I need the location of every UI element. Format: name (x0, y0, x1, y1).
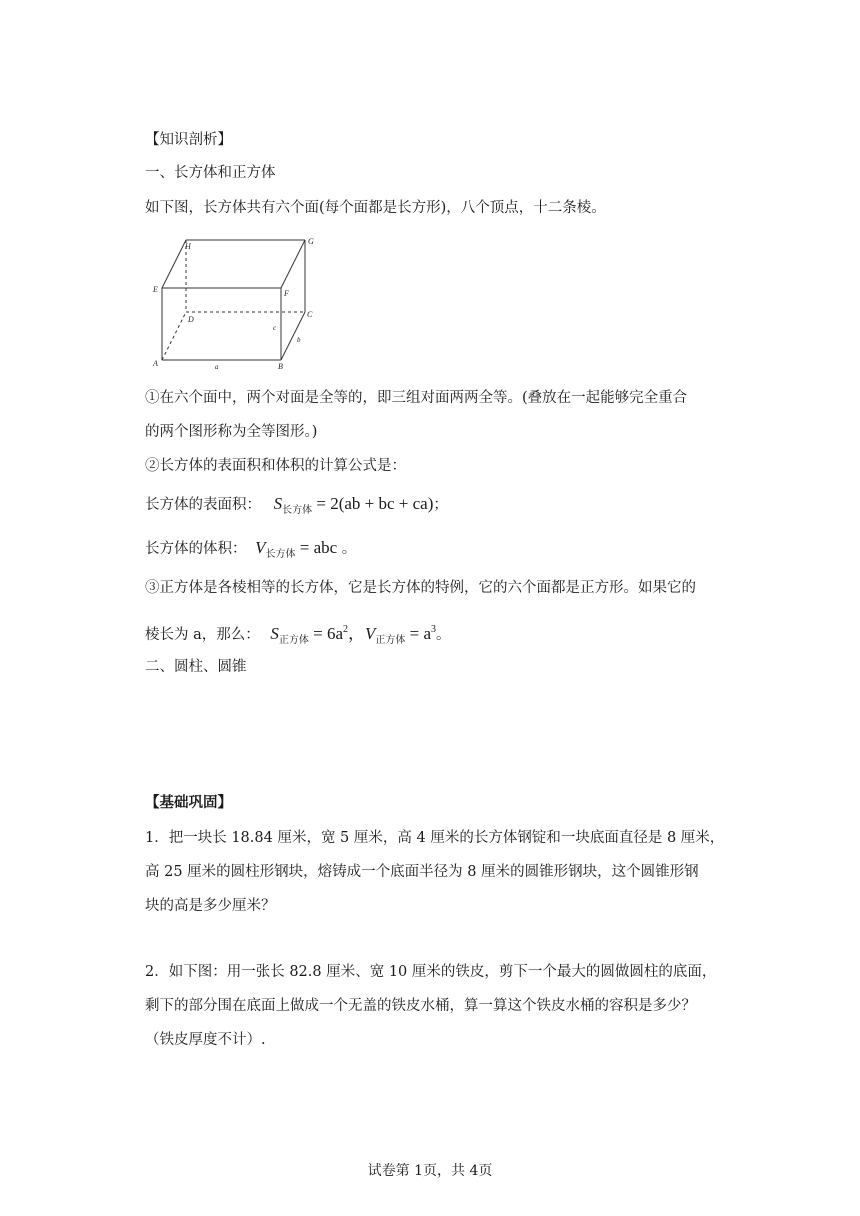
question2-line3: （铁皮厚度不计）. (145, 1032, 266, 1048)
volume-formula: $V_{长方体}$ = abc (255, 538, 338, 560)
edge-label-b: b (297, 336, 301, 344)
cube-formula-row: 棱长为 a，那么： $S_{正方体} = 6a^2$，$V_{正方体} = a^3$。 (145, 624, 451, 646)
point1-line2: 的两个图形称为全等图形。) (145, 424, 318, 440)
vertex-label-D: D (188, 315, 194, 324)
point2-text: ②长方体的表面积和体积的计算公式是： (145, 458, 406, 474)
edge-label-a: a (215, 363, 219, 371)
vertex-label-A: A (153, 359, 158, 368)
part1-title: 一、长方体和正方体 (145, 165, 276, 181)
surface-area-formula: $S_{长方体} = 2(ab$ + bc + ca) (273, 494, 434, 516)
question1-line2: 高 25 厘米的圆柱形钢块，熔铸成一个底面半径为 8 厘米的圆锥形钢块，这个圆锥形钢 (145, 864, 699, 880)
question1-line3: 块的高是多少厘米？ (145, 898, 276, 914)
cube-prefix: 棱长为 a，那么： (145, 627, 260, 643)
page-footer: 试卷第 1页，共 4页 (367, 1163, 493, 1179)
point1-line1: ①在六个面中，两个对面是全等的，即三组对面两两全等。(叠放在一起能够完全重合 (145, 390, 688, 406)
cuboid-intro: 如下图，长方体共有六个面(每个面都是长方形)，八个顶点，十二条棱。 (145, 200, 606, 216)
volume-label: 长方体的体积： (145, 541, 247, 557)
vertex-label-B: B (278, 362, 283, 371)
vertex-label-G: G (308, 237, 314, 246)
cube-formula: $S_{正方体} = 6a^2$，$V_{正方体} = a^3$ (270, 624, 437, 646)
vertex-label-H: H (185, 242, 191, 251)
volume-row: 长方体的体积： $V_{长方体}$ = abc 。 (145, 538, 357, 560)
point3-line1: ③正方体是各棱相等的长方体，它是长方体的特例，它的六个面都是正方形。如果它的 (145, 580, 696, 596)
section-heading-knowledge: 【知识剖析】 (145, 132, 232, 148)
question2-line2: 剩下的部分围在底面上做成一个无盖的铁皮水桶，算一算这个铁皮水桶的容积是多少？ (145, 998, 696, 1014)
surface-area-row: 长方体的表面积： $S_{长方体} = 2(ab$ + bc + ca)； (145, 494, 448, 516)
question2-line1: 2．如下图：用一张长 82.8 厘米、宽 10 厘米的铁皮，剪下一个最大的圆做圆柱的底面， (145, 964, 717, 980)
surface-area-label: 长方体的表面积： (145, 497, 261, 513)
cuboid-figure (145, 232, 325, 372)
question1-line1: 1．把一块长 18.84 厘米，宽 5 厘米，高 4 厘米的长方体钢锭和一块底面直径是 8 厘米， (145, 830, 725, 846)
section-heading-basic: 【基础巩固】 (145, 794, 232, 811)
edge-label-c: c (273, 324, 277, 332)
vertex-label-E: E (153, 285, 158, 294)
vertex-label-F: F (284, 289, 289, 298)
part2-title: 二、圆柱、圆锥 (145, 659, 247, 675)
vertex-label-C: C (307, 310, 313, 319)
